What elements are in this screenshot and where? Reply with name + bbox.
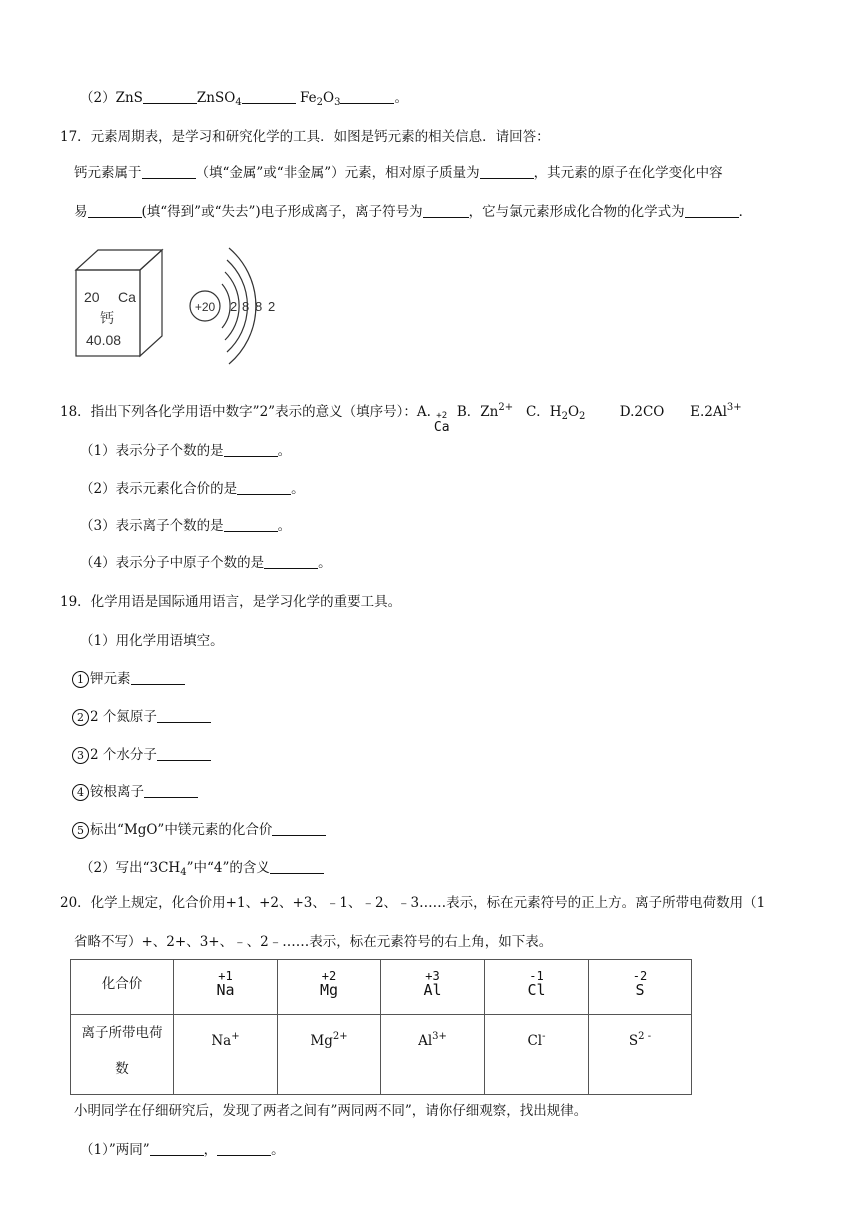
answer-blank[interactable] [142, 164, 196, 179]
table-cell: $S^{2 -}$ [589, 1015, 692, 1095]
circled-number: 4 [72, 784, 89, 801]
element-symbol: Ca [118, 289, 136, 305]
q17-line1: 钙元素属于 （填“金属”或“非金属”）元素，相对原子质量为 ，其元素的原子在化学变化中容 [74, 165, 723, 181]
answer-blank[interactable] [157, 746, 211, 761]
q18-item: （4）表示分子中原子个数的是 。 [80, 555, 332, 571]
formula-zns: ZnS [115, 90, 143, 106]
answer-blank[interactable] [423, 203, 469, 218]
q19-title: 19．化学用语是国际通用语言，是学习化学的重要工具。 [60, 594, 402, 610]
answer-blank[interactable] [340, 89, 394, 104]
q16-part2: （2）ZnS ZnSO$_4$ $Fe_2O_3$ 。 [80, 90, 408, 108]
table-cell: Cl- [485, 1015, 589, 1095]
table-row-label: 离子所带电荷 数 [71, 1015, 174, 1095]
q19-part2: （2）写出“$3CH_4$”中“4”的含义 [80, 858, 324, 883]
answer-blank[interactable] [150, 1141, 204, 1156]
table-cell: Na+ [174, 1015, 278, 1095]
table-cell: +1 Na [174, 960, 278, 1015]
nucleus-charge: +20 [194, 300, 216, 314]
table-row-label: 化合价 [71, 960, 174, 1015]
answer-blank[interactable] [224, 517, 278, 532]
q19-item: 2 2 个氮原子 [72, 707, 211, 727]
q20-part1: （1）”两同” ， 。 [80, 1142, 285, 1158]
circled-number: 5 [72, 822, 89, 839]
q18-title: 18．指出下列各化学用语中数字”2”表示的意义（填序号）：A. +2 Ca B．$Zn^{2+}$ C．$H_2O_2$ D.2CO $E.2Al^{3+}$ [60, 402, 742, 435]
q19-item: 4 铵根离子 [72, 782, 198, 802]
circled-number: 3 [72, 747, 89, 764]
circled-number: 1 [72, 671, 89, 688]
q18-item: （1）表示分子个数的是 。 [80, 443, 292, 459]
answer-blank[interactable] [480, 164, 534, 179]
q17-title: 17．元素周期表，是学习和研究化学的工具．如图是钙元素的相关信息．请回答： [60, 129, 550, 145]
q19-item: 3 2 个水分子 [72, 745, 211, 765]
atomic-number: 20 [84, 289, 100, 305]
shell-count: 2 [268, 299, 276, 314]
q20-line1: 20．化学上规定，化合价用+1、+2、+3、﹣1、﹣2、﹣3……表示，标在元素符号的正上方。离子所带电荷数用（1 [60, 895, 766, 911]
q18-item: （3）表示离子个数的是 。 [80, 518, 292, 534]
answer-blank[interactable] [685, 203, 739, 218]
electron-shell [222, 284, 230, 328]
answer-blank[interactable] [237, 480, 291, 495]
q17-line2: 易 (填“得到”或“失去”)电子形成离子，离子符号为 ，它与氯元素形成化合物的化学式为 ． [74, 204, 753, 220]
shell-count: 8 [255, 299, 263, 314]
answer-blank[interactable] [272, 821, 326, 836]
answer-blank[interactable] [217, 1141, 271, 1156]
circled-number: 2 [72, 709, 89, 726]
q20-line3: 小明同学在仔细研究后，发现了两者之间有”两同两不同”，请你仔细观察，找出规律。 [74, 1103, 588, 1119]
q18-item: （2）表示元素化合价的是 。 [80, 481, 305, 497]
answer-blank[interactable] [88, 203, 142, 218]
q19-item: 5 标出“MgO”中镁元素的化合价 [72, 820, 326, 840]
option-a: +2 Ca [433, 411, 450, 435]
answer-blank[interactable] [144, 783, 198, 798]
table-row [71, 1015, 692, 1095]
shell-count: 8 [242, 299, 250, 314]
atomic-mass: 40.08 [86, 332, 122, 348]
q19-part1: （1）用化学用语填空。 [80, 633, 224, 649]
answer-blank[interactable] [242, 89, 296, 104]
answer-blank[interactable] [224, 442, 278, 457]
table-cell: -2 S [589, 960, 692, 1015]
valence-charge-table [70, 959, 692, 1095]
table-cell: $Mg^{2+}$ [278, 1015, 381, 1095]
q19-item: 1 钾元素 [72, 669, 185, 689]
shell-count: 2 [230, 299, 238, 314]
atom-structure-diagram [185, 236, 285, 376]
element-card [72, 242, 172, 362]
table-cell: +2 Mg [278, 960, 381, 1015]
table-row [71, 960, 692, 1015]
answer-blank[interactable] [131, 670, 185, 685]
table-cell: -1 Cl [485, 960, 589, 1015]
table-cell: $Al^{3+}$ [381, 1015, 485, 1095]
table-cell: +3 Al [381, 960, 485, 1015]
answer-blank[interactable] [157, 708, 211, 723]
element-name: 钙 [100, 311, 114, 327]
answer-blank[interactable] [264, 554, 318, 569]
answer-blank[interactable] [143, 89, 197, 104]
q20-line2: 省略不写）+、2+、3+、﹣、2﹣……表示，标在元素符号的右上角，如下表。 [74, 934, 553, 950]
answer-blank[interactable] [270, 859, 324, 874]
